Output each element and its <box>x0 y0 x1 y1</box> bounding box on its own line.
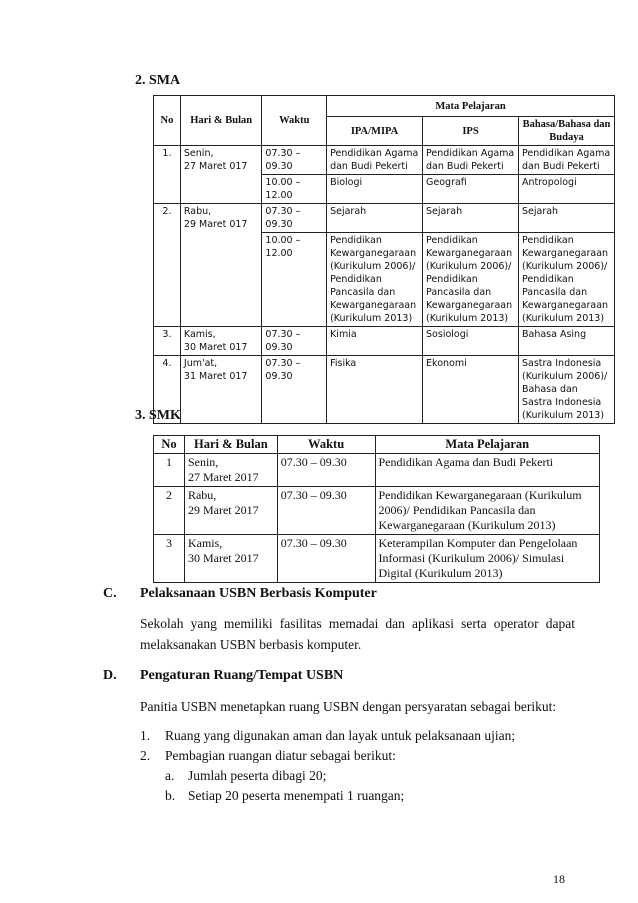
header-hari: Hari & Bulan <box>180 96 262 146</box>
row-no: 4. <box>154 356 181 424</box>
list-item-number: 2. <box>140 748 151 763</box>
row-hari: Senin, 27 Maret 2017 <box>184 454 277 487</box>
page-number: 18 <box>553 872 565 886</box>
row-ips: Geografi <box>423 175 519 204</box>
table-row <box>154 356 615 424</box>
row-hari: Rabu, 29 Maret 017 <box>180 204 262 327</box>
sma-schedule-table <box>153 95 615 424</box>
header-ips: IPS <box>423 117 519 146</box>
smk-schedule-table <box>153 435 600 583</box>
row-waktu: 07.30 – 09.30 <box>262 146 327 175</box>
row-hari: Senin, 27 Maret 017 <box>180 146 262 204</box>
row-waktu: 07.30 – 09.30 <box>262 204 327 233</box>
table-row <box>154 535 600 583</box>
row-ips: Pendidikan Kewarganegaraan (Kurikulum 2006)/ Pendidikan Pancasila dan Kewarganegaraan (Kurikulum 2013) <box>423 233 519 327</box>
section-c-body: Sekolah yang memiliki fasilitas memadai dan aplikasi serta operator dapat melaksanakan USBN berbasis komputer. <box>140 616 575 652</box>
header-no: No <box>154 436 185 454</box>
list-item: Ruang yang digunakan aman dan layak untuk pelaksanaan ujian; <box>165 728 516 743</box>
row-waktu: 07.30 – 09.30 <box>277 535 375 583</box>
row-ips: Pendidikan Agama dan Budi Pekerti <box>423 146 519 175</box>
row-ipa: Pendidikan Agama dan Budi Pekerti <box>327 146 423 175</box>
row-waktu: 07.30 – 09.30 <box>277 454 375 487</box>
section-d-title: Pengaturan Ruang/Tempat USBN <box>140 668 344 683</box>
sublist-item: Setiap 20 peserta menempati 1 ruangan; <box>188 788 405 803</box>
section-d-intro: Panitia USBN menetapkan ruang USBN dengan persyaratan sebagai berikut: <box>140 699 557 714</box>
row-bahasa: Bahasa Asing <box>518 327 614 356</box>
row-bahasa: Sejarah <box>518 204 614 233</box>
row-ips: Sosiologi <box>423 327 519 356</box>
row-no: 3 <box>154 535 185 583</box>
header-mata-pelajaran: Mata Pelajaran <box>327 96 615 117</box>
row-waktu: 10.00 – 12.00 <box>262 233 327 327</box>
row-no: 1. <box>154 146 181 204</box>
section-c-title: Pelaksanaan USBN Berbasis Komputer <box>140 586 377 601</box>
row-no: 3. <box>154 327 181 356</box>
list-item-number: 1. <box>140 728 151 743</box>
header-waktu: Waktu <box>262 96 327 146</box>
section-d-letter: D. <box>103 668 117 683</box>
sma-header-row <box>154 96 615 117</box>
header-ipa: IPA/MIPA <box>327 117 423 146</box>
row-hari: Jum'at, 31 Maret 017 <box>180 356 262 424</box>
row-bahasa: Antropologi <box>518 175 614 204</box>
list-item: Pembagian ruangan diatur sebagai berikut: <box>165 748 396 763</box>
sublist-item: Jumlah peserta dibagi 20; <box>188 768 327 783</box>
table-row <box>154 487 600 535</box>
sma-heading: 2. SMA <box>135 73 181 88</box>
row-bahasa: Pendidikan Agama dan Budi Pekerti <box>518 146 614 175</box>
row-ips: Sejarah <box>423 204 519 233</box>
row-mapel: Pendidikan Kewarganegaraan (Kurikulum 2006)/ Pendidikan Pancasila dan Kewarganegaraan (Kurikulum 2013) <box>375 487 600 535</box>
row-mapel: Keterampilan Komputer dan Pengelolaan Informasi (Kurikulum 2006)/ Simulasi Digital (Kurikulum 2013) <box>375 535 600 583</box>
header-mata-pelajaran: Mata Pelajaran <box>375 436 600 454</box>
row-ipa: Kimia <box>327 327 423 356</box>
header-hari: Hari & Bulan <box>184 436 277 454</box>
smk-header-row <box>154 436 600 454</box>
header-bahasa: Bahasa/Bahasa dan Budaya <box>518 117 614 146</box>
row-hari: Kamis, 30 Maret 017 <box>180 327 262 356</box>
table-row <box>154 327 615 356</box>
row-ipa: Biologi <box>327 175 423 204</box>
sublist-item-letter: a. <box>165 768 175 783</box>
row-hari: Rabu, 29 Maret 2017 <box>184 487 277 535</box>
header-no: No <box>154 96 181 146</box>
row-ipa: Fisika <box>327 356 423 424</box>
row-ipa: Sejarah <box>327 204 423 233</box>
sublist-item-letter: b. <box>165 788 176 803</box>
row-no: 2 <box>154 487 185 535</box>
row-bahasa: Sastra Indonesia (Kurikulum 2006)/ Bahasa dan Sastra Indonesia (Kurikulum 2013) <box>518 356 614 424</box>
row-waktu: 07.30 – 09.30 <box>262 327 327 356</box>
row-waktu: 10.00 – 12.00 <box>262 175 327 204</box>
row-waktu: 07.30 – 09.30 <box>262 356 327 424</box>
header-waktu: Waktu <box>277 436 375 454</box>
row-bahasa: Pendidikan Kewarganegaraan (Kurikulum 2006)/ Pendidikan Pancasila dan Kewarganegaraan (Kurikulum 2013) <box>518 233 614 327</box>
table-row <box>154 454 600 487</box>
row-ips: Ekonomi <box>423 356 519 424</box>
row-no: 1 <box>154 454 185 487</box>
table-row <box>154 146 615 175</box>
row-waktu: 07.30 – 09.30 <box>277 487 375 535</box>
row-hari: Kamis, 30 Maret 2017 <box>184 535 277 583</box>
row-no: 2. <box>154 204 181 327</box>
section-c-letter: C. <box>103 586 117 601</box>
row-mapel: Pendidikan Agama dan Budi Pekerti <box>375 454 600 487</box>
table-row <box>154 204 615 233</box>
row-ipa: Pendidikan Kewarganegaraan (Kurikulum 2006)/ Pendidikan Pancasila dan Kewarganegaraan (Kurikulum 2013) <box>327 233 423 327</box>
smk-heading: 3. SMK <box>135 408 181 423</box>
